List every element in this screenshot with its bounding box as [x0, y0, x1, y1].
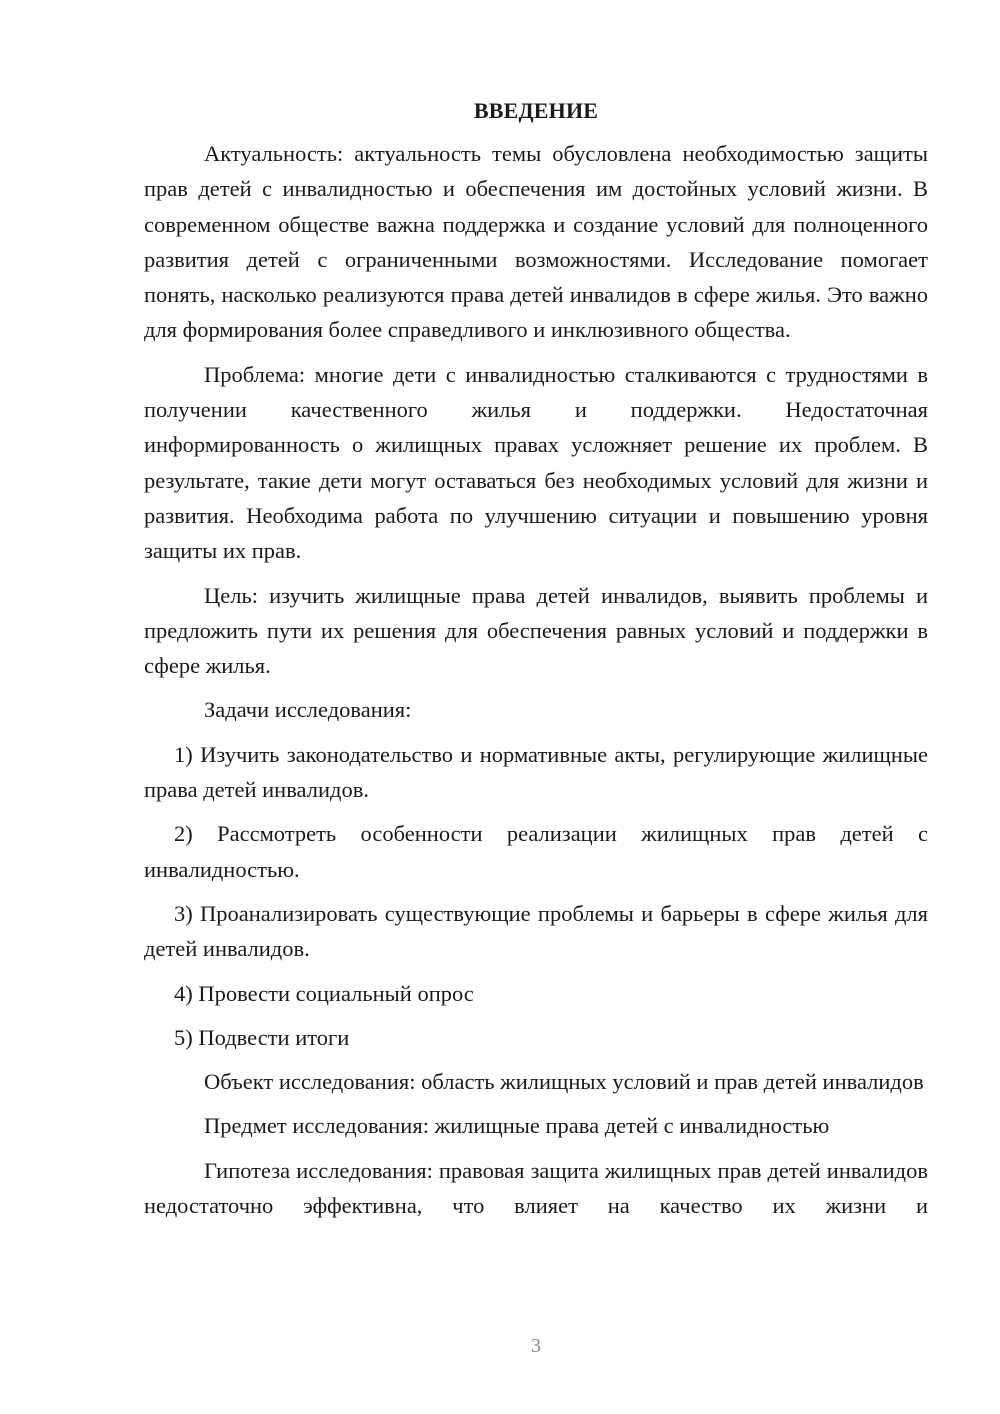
task-item-3: 3) Проанализировать существующие проблемы и барьеры в сфере жилья для детей инвалидов.: [144, 900, 928, 962]
subject-paragraph: Предмет исследования: жилищные права детей с инвалидностью: [204, 1113, 830, 1139]
task-item-5: 5) Подвести итоги: [174, 1024, 350, 1050]
page-content: [144, 96, 928, 1232]
tasks-heading: Задачи исследования:: [204, 697, 412, 723]
task-item-1: 1) Изучить законодательство и нормативные акты, регулирующие жилищные права детей инвалидов.: [144, 741, 928, 803]
goal-paragraph: Цель: изучить жилищные права детей инвалидов, выявить проблемы и предложить пути их решения для обеспечения равных условий и поддержки в сфере жилья.: [144, 582, 928, 679]
relevance-paragraph: Актуальность: актуальность темы обусловлена необходимостью защиты прав детей с инвалидностью и обеспечения им достойных условий жизни. В современном обществе важна поддержка и создание условий для полноценного развития детей с ограниченными возможностями. Исследование помогает понять, насколько реализуются права детей инвалидов в сфере жилья. Это важно для формирования более справедливого и инклюзивного общества.: [144, 141, 928, 343]
section-title: ВВЕДЕНИЕ: [473, 98, 599, 123]
page-number: 3: [531, 1335, 541, 1357]
problem-paragraph: Проблема: многие дети с инвалидностью сталкиваются с трудностями в получении качественного жилья и поддержки. Недостаточная информированность о жилищных правах усложняет решение их проблем. В результате, такие дети могут оставаться без необходимых условий для жизни и развития. Необходима работа по улучшению ситуации и повышению уровня защиты их прав.: [144, 361, 928, 564]
task-item-4: 4) Провести социальный опрос: [174, 980, 474, 1006]
hypothesis-paragraph: Гипотеза исследования: правовая защита жилищных прав детей инвалидов недостаточно эффективна, что влияет на качество их жизни и: [144, 1157, 928, 1219]
object-paragraph: Объект исследования: область жилищных условий и прав детей инвалидов: [204, 1069, 924, 1095]
task-item-2: 2) Рассмотреть особенности реализации жилищных прав детей с инвалидностью.: [144, 821, 928, 882]
